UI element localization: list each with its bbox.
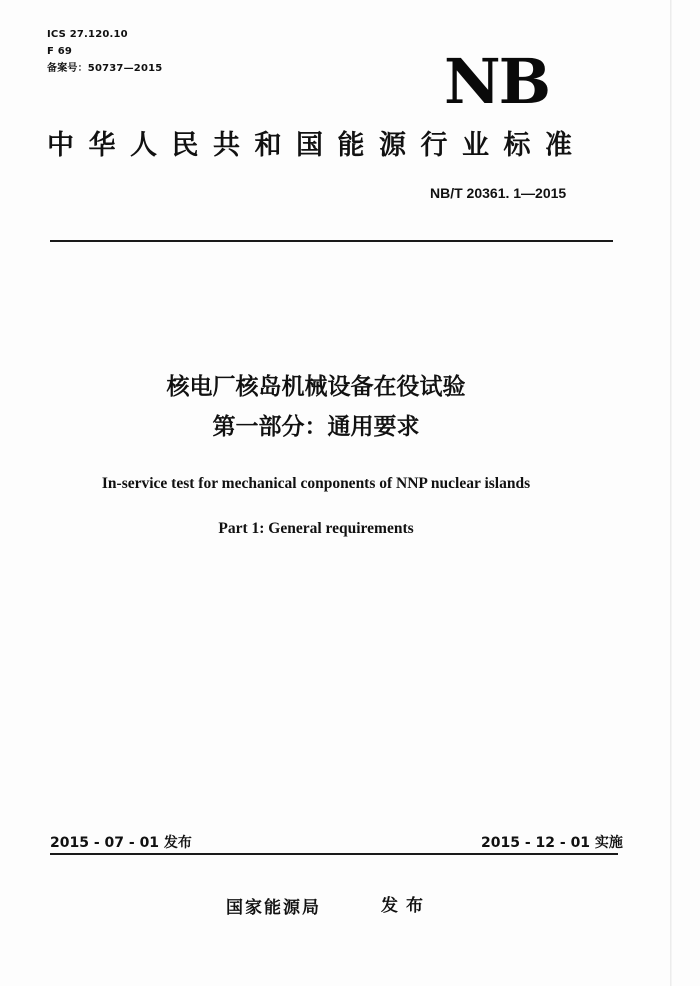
issued-label: 发布 <box>381 896 431 916</box>
ics-code: ICS 27.120.10 <box>47 29 128 40</box>
english-title-line-1: In-service test for mechanical conponents of NNP nuclear islands <box>101 475 531 492</box>
nb-logo: NB <box>444 45 550 118</box>
record-number: 备案号：50737—2015 <box>47 63 163 74</box>
classification-code: F 69 <box>47 46 73 57</box>
issuing-authority: 国家能源局 <box>226 898 321 918</box>
standard-category-title: 中华人民共和国能源行业标准 <box>47 130 587 161</box>
chinese-title-line-1: 核电厂核岛机械设备在役试验 <box>166 374 466 400</box>
page-edge <box>670 0 672 986</box>
bottom-divider <box>50 853 618 855</box>
top-divider <box>50 240 613 242</box>
standard-number: NB/T 20361. 1—2015 <box>430 185 567 201</box>
release-date: 2015 - 07 - 01 发布 <box>50 835 192 851</box>
implementation-date: 2015 - 12 - 01 实施 <box>481 835 623 851</box>
english-title-line-2: Part 1: General requirements <box>218 520 414 537</box>
chinese-title-line-2: 第一部分：通用要求 <box>212 414 420 440</box>
